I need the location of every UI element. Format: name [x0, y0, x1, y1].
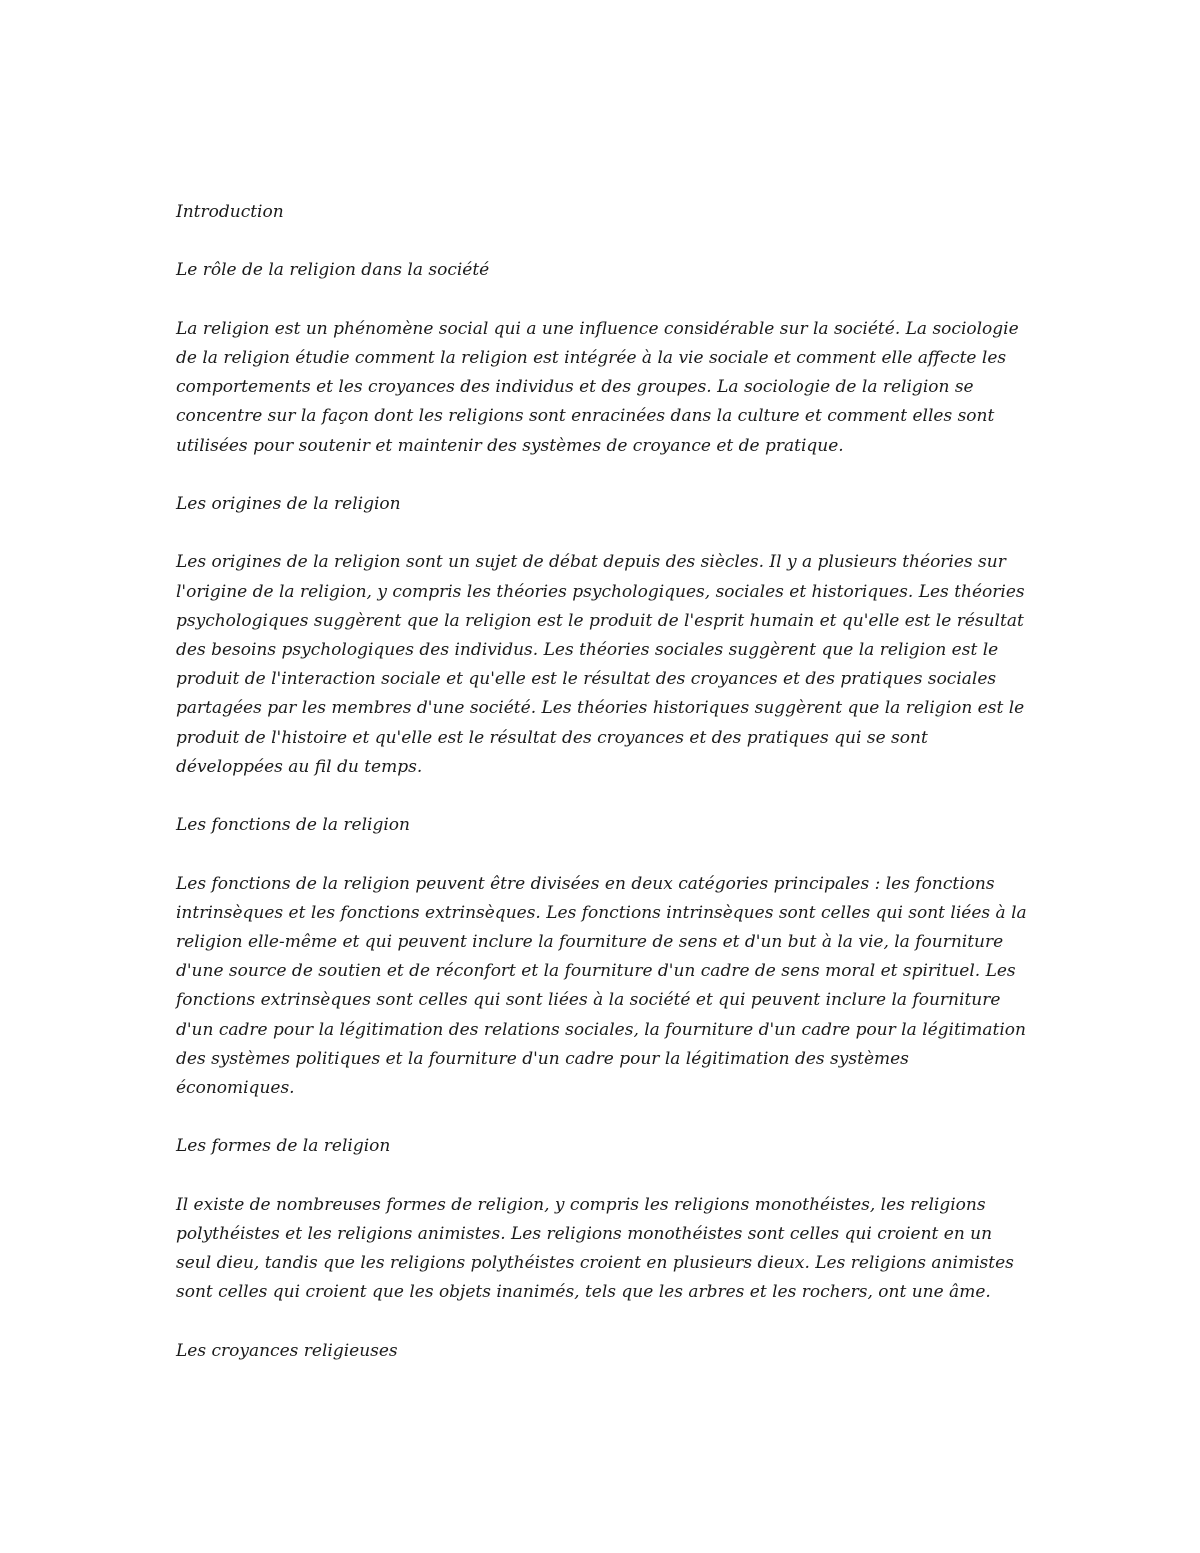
section-body-formes: Il existe de nombreuses formes de religion, y compris les religions monothéistes, les religions polythéistes et les religions animistes. Les religions monothéistes sont celles qui croient en un seul dieu, tandis que les religions polythéistes croient en plusieurs dieux. Les religions animistes sont celles qui croient que les objets inanimés, tels que les arbres et les rochers, ont une âme.: [176, 1194, 1014, 1303]
section-body-origines: Les origines de la religion sont un sujet de débat depuis des siècles. Il y a plusieurs théories sur l'origine de la religion, y compris les théories psychologiques, sociales et historiques. Les théories psychologiques suggèrent que la religion est le produit de l'esprit humain et qu'elle est le résultat des besoins psychologiques des individus. Les théories sociales suggèrent que la religion est le produit de l'interaction sociale et qu'elle est le résultat des croyances et des pratiques sociales partagées par les membres d'une société. Les théories historiques suggèrent que la religion est le produit de l'histoire et qu'elle est le résultat des croyances et des pratiques qui se sont développées au fil du temps.: [176, 552, 1025, 777]
intro-heading: Introduction: [176, 202, 284, 222]
section-body-fonctions: Les fonctions de la religion peuvent être divisées en deux catégories principales : les fonctions intrinsèques et les fonctions extrinsèques. Les fonctions intrinsèques sont celles qui sont liées à la religion elle-même et qui peuvent inclure la fourniture de sens et d'un but à la vie, la fourniture d'une source de soutien et de réconfort et la fourniture d'un cadre de sens moral et spirituel. Les fonctions extrinsèques sont celles qui sont liées à la société et qui peuvent inclure la fourniture d'un cadre pour la légitimation des relations sociales, la fourniture d'un cadre pour la légitimation des systèmes politiques et la fourniture d'un cadre pour la légitimation des systèmes économiques.: [176, 873, 1027, 1098]
section-title-formes: Les formes de la religion: [176, 1136, 391, 1157]
section-title-croyances: Les croyances religieuses: [176, 1340, 398, 1361]
document-page: [176, 198, 1032, 1395]
section-title-fonctions: Les fonctions de la religion: [176, 815, 410, 836]
section-title-origines: Les origines de la religion: [176, 493, 401, 514]
section-title-role: Le rôle de la religion dans la société: [176, 260, 490, 281]
section-body-role: La religion est un phénomène social qui a une influence considérable sur la société. La sociologie de la religion étudie comment la religion est intégrée à la vie sociale et comment elle affecte les comportements et les croyances des individus et des groupes. La sociologie de la religion se concentre sur la façon dont les religions sont enracinées dans la culture et comment elles sont utilisées pour soutenir et maintenir des systèmes de croyance et de pratique.: [176, 318, 1019, 456]
